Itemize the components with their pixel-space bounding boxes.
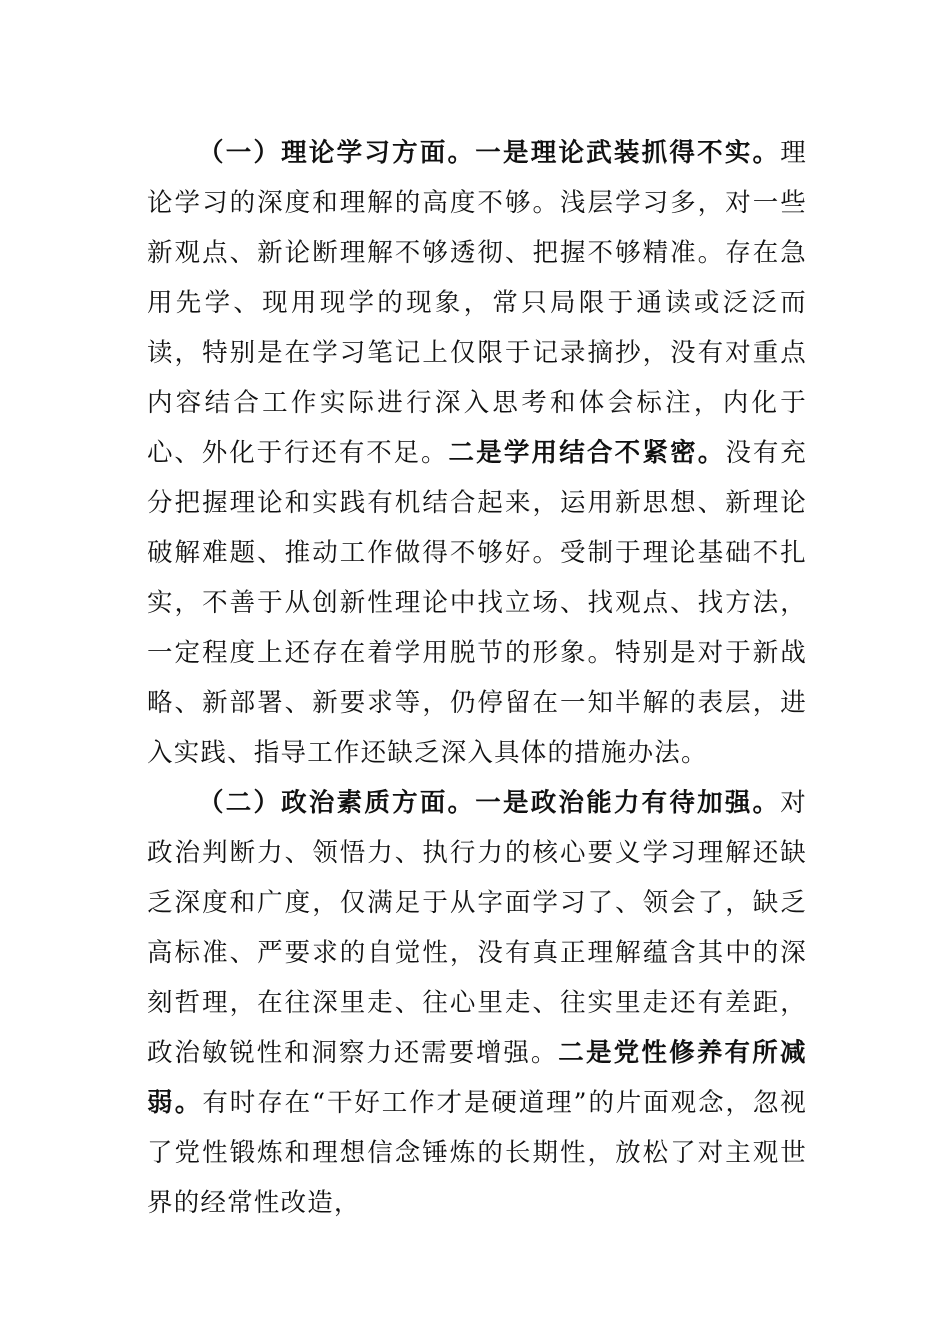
body-text: 没有充分把握理论和实践有机结合起来，运用新思想、新理论破解难题、推动工作做得不够好。受制于理论基础不扎实，不善于从创新性理论中找立场、找观点、找方法，一定程度上还存在着学用脱节的形象。特别是对于新战略、新部署、新要求等，仍停留在一知半解的表层，进入实践、指导工作还缺乏深入具体的措施办法。 (147, 438, 807, 768)
paragraph-political-quality (147, 778, 807, 1228)
section-heading-theory: （一）理论学习方面。 (198, 138, 476, 168)
section-heading-political: （二）政治素质方面。 (198, 788, 476, 818)
body-text: 理论学习的深度和理解的高度不够。浅层学习多，对一些新观点、新论断理解不够透彻、把握不够精准。存在急用先学、现用现学的现象，常只局限于通读或泛泛而读，特别是在学习笔记上仅限于记录摘抄，没有对重点内容结合工作实际进行深入思考和体会标注，内化于心、外化于行还有不足。 (147, 138, 807, 468)
document-body (147, 128, 807, 1228)
point-heading-political-2: 二是党性修养有所减弱。 (147, 1038, 807, 1118)
body-text: 有时存在“干好工作才是硬道理”的片面观念，忽视了党性锻炼和理想信念锤炼的长期性，放松了对主观世界的经常性改造， (147, 1088, 807, 1218)
body-text: 对政治判断力、领悟力、执行力的核心要义学习理解还缺乏深度和广度，仅满足于从字面学习了、领会了，缺乏高标准、严要求的自觉性，没有真正理解蕴含其中的深刻哲理，在往深里走、往心里走、往实里走还有差距，政治敏锐性和洞察力还需要增强。 (147, 788, 807, 1068)
point-heading-theory-2: 二是学用结合不紧密。 (448, 438, 726, 468)
point-heading-political-1: 一是政治能力有待加强。 (475, 788, 781, 818)
point-heading-theory-1: 一是理论武装抓得不实。 (475, 138, 781, 168)
paragraph-theory-study (147, 128, 807, 778)
